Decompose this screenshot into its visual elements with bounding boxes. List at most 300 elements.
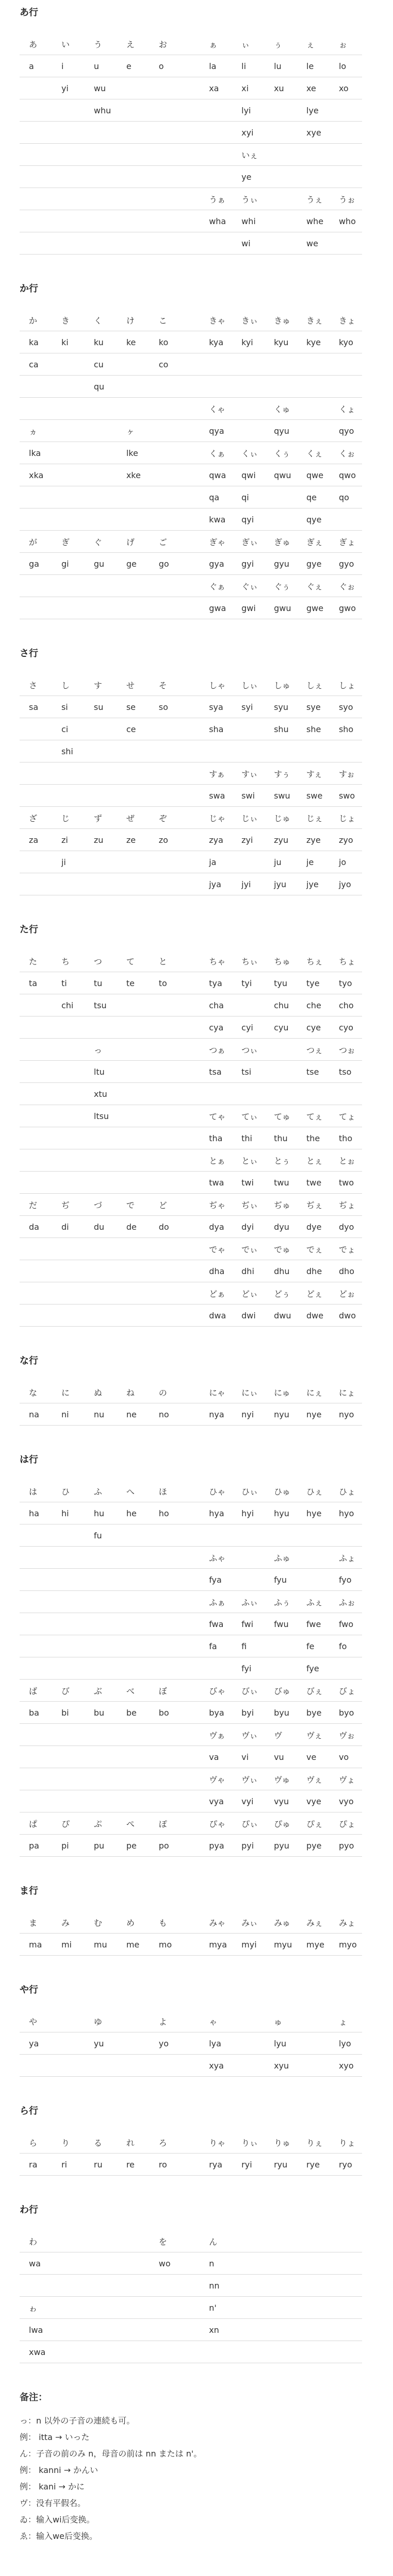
kana-cell: でゅ [265,1238,297,1260]
column-gap [182,785,200,807]
kana-cell: zyu [265,829,297,851]
kana-cell: bye [297,1702,330,1724]
kana-cell: shi [52,740,85,762]
column-gap [182,1480,200,1502]
kana-cell: do [150,1216,182,1238]
section-title: さ行 [20,648,38,659]
kana-cell: く [85,309,117,331]
kana-cell [52,232,85,255]
kana-cell [85,1547,117,1569]
column-gap [182,1403,200,1426]
kana-cell: byo [330,1702,362,1724]
kana-cell: な [20,1381,52,1403]
table-row [20,696,362,718]
kana-cell [85,398,117,420]
column-gap [182,1304,200,1327]
kana-cell [52,1282,85,1304]
column-gap [182,1911,200,1934]
kana-cell: きゃ [200,309,232,331]
kana-cell: qwu [265,464,297,486]
table-row [20,785,362,807]
kana-cell [150,1591,182,1613]
kana-cell: てぇ [297,1105,330,1127]
kana-cell: cha [200,994,232,1016]
table-row [20,1381,362,1403]
kana-cell [85,1260,117,1282]
kana-cell: tyo [330,972,362,994]
kana-cell [117,762,150,785]
kana-cell: qya [200,420,232,442]
kana-cell: ヴ [265,1724,297,1746]
kana-cell [20,762,52,785]
kana-cell [150,873,182,895]
kana-cell: ぅ [265,33,297,55]
kana-cell: ま [20,1911,52,1934]
kana-cell [150,232,182,255]
kana-cell [297,1083,330,1105]
kana-cell [85,1149,117,1172]
kana-cell [150,1127,182,1149]
section-1 [20,281,356,619]
kana-cell: qu [85,376,117,398]
kana-cell: とぁ [200,1149,232,1172]
kana-cell [117,1061,150,1083]
kana-cell: ki [52,331,85,353]
kana-cell: じょ [330,807,362,829]
column-gap [182,398,200,420]
kana-cell [150,1635,182,1657]
column-gap [182,851,200,873]
kana-cell [150,1746,182,1768]
kana-cell: xi [232,77,265,99]
kana-cell [150,575,182,597]
kana-cell [297,166,330,188]
kana-cell [117,353,150,376]
kana-cell [52,1657,85,1680]
kana-cell: ryi [232,2154,265,2176]
kana-cell [150,1282,182,1304]
kana-cell [232,1083,265,1105]
kana-cell: jya [200,873,232,895]
column-gap [182,1260,200,1282]
kana-cell [297,2319,330,2341]
kana-cell: kyi [232,331,265,353]
kana-cell: syi [232,696,265,718]
kana-cell: ya [20,2032,52,2055]
kana-cell: a [20,55,52,77]
kana-cell [232,2230,265,2252]
kana-cell: dyi [232,1216,265,1238]
kana-cell: two [330,1172,362,1194]
kana-cell: ね [117,1381,150,1403]
kana-cell: xyi [232,122,265,144]
table-row [20,309,362,331]
column-gap [182,2032,200,2055]
kana-cell: ku [85,331,117,353]
kana-cell: xka [20,464,52,486]
kana-cell: yu [85,2032,117,2055]
kana-cell [232,2252,265,2275]
kana-cell: ヴぇ [297,1724,330,1746]
kana-cell: じゃ [200,807,232,829]
column-gap [182,2297,200,2319]
table-row [20,1502,362,1524]
kana-cell: sye [297,696,330,718]
kana-cell: tu [85,972,117,994]
kana-cell: vu [265,1746,297,1768]
kana-cell: か [20,309,52,331]
kana-cell: tye [297,972,330,994]
kana-cell [265,1083,297,1105]
kana-cell: byi [232,1702,265,1724]
kana-cell: どぁ [200,1282,232,1304]
kana-cell: xe [297,77,330,99]
kana-cell: whu [85,99,117,122]
kana-cell [150,144,182,166]
kana-cell: hyo [330,1502,362,1524]
table-row [20,740,362,762]
table-row [20,55,362,77]
kana-cell [265,2319,297,2341]
kana-cell: てょ [330,1105,362,1127]
kana-cell [85,851,117,873]
kana-cell [150,785,182,807]
kana-cell: すぃ [232,762,265,785]
kana-cell [150,1016,182,1039]
kana-table [20,1480,362,1857]
kana-cell: ぢぇ [297,1194,330,1216]
table-row [20,2297,362,2319]
kana-cell [150,851,182,873]
kana-cell: ど [150,1194,182,1216]
section-5 [20,1452,355,1857]
kana-cell: vi [232,1746,265,1768]
kana-cell: tse [297,1061,330,1083]
kana-cell: みぇ [297,1911,330,1934]
kana-cell: くぇ [297,442,330,464]
kana-cell: zi [52,829,85,851]
kana-cell: じ [52,807,85,829]
kana-cell [85,1657,117,1680]
kana-cell: ge [117,553,150,575]
kana-cell: き [52,309,85,331]
kana-cell: qwo [330,464,362,486]
kana-cell [85,1282,117,1304]
kana-cell: ぢゅ [265,1194,297,1216]
kana-cell: yi [52,77,85,99]
kana-cell: でぃ [232,1238,265,1260]
kana-cell: so [150,696,182,718]
kana-cell [52,1105,85,1127]
kana-cell [85,442,117,464]
column-gap [182,740,200,762]
kana-cell: にゅ [265,1381,297,1403]
table-row [20,597,362,619]
kana-cell [117,1304,150,1327]
kana-cell [150,99,182,122]
kana-cell [117,1768,150,1790]
kana-cell [150,2297,182,2319]
table-row [20,972,362,994]
kana-cell [117,2055,150,2077]
kana-cell: pyo [330,1835,362,1857]
table-row [20,33,362,55]
table-row [20,807,362,829]
kana-cell: ぷ [85,1812,117,1835]
kana-cell: qyi [232,509,265,531]
kana-cell: ぢゃ [200,1194,232,1216]
kana-cell: qwe [297,464,330,486]
kana-cell [265,2230,297,2252]
kana-cell: vyu [265,1790,297,1812]
table-row [20,1194,362,1216]
kana-cell: ヴゃ [200,1768,232,1790]
kana-cell [265,486,297,509]
kana-table [20,674,362,895]
column-gap [182,696,200,718]
kana-cell [265,353,297,376]
column-gap [182,807,200,829]
kana-cell [85,1591,117,1613]
column-gap [182,1569,200,1591]
kana-cell: dwe [297,1304,330,1327]
column-gap [182,1216,200,1238]
column-gap [182,331,200,353]
kana-cell: fwe [297,1613,330,1635]
kana-cell [117,1083,150,1105]
kana-cell: gwu [265,597,297,619]
table-row [20,2319,362,2341]
column-gap [182,2131,200,2154]
kana-cell: rya [200,2154,232,2176]
kana-cell: ze [117,829,150,851]
table-row [20,1216,362,1238]
kana-cell: zyo [330,829,362,851]
kana-cell: ka [20,331,52,353]
table-row [20,232,362,255]
kana-cell [52,1127,85,1149]
kana-cell: ha [20,1502,52,1524]
kana-cell [150,210,182,232]
kana-cell [52,188,85,210]
kana-cell [85,2055,117,2077]
kana-cell [330,2341,362,2363]
kana-cell [117,2230,150,2252]
kana-cell: pyi [232,1835,265,1857]
kana-cell: どぃ [232,1282,265,1304]
kana-cell: ヴょ [330,1768,362,1790]
kana-cell [330,166,362,188]
kana-cell [265,232,297,255]
kana-cell: しゅ [265,674,297,696]
kana-cell [117,575,150,597]
kana-cell: てゅ [265,1105,297,1127]
kana-cell: っ [85,1039,117,1061]
kana-cell: xke [117,464,150,486]
kana-cell [265,122,297,144]
column-gap [182,873,200,895]
kana-cell: gyi [232,553,265,575]
kana-cell: n' [200,2297,232,2319]
kana-cell: ぇ [297,33,330,55]
section-title: ま行 [20,1886,38,1896]
kana-cell: ho [150,1502,182,1524]
kana-cell: ろ [150,2131,182,2154]
kana-cell: にょ [330,1381,362,1403]
kana-cell: vyo [330,1790,362,1812]
kana-cell [52,1238,85,1260]
kana-cell: fwu [265,1613,297,1635]
column-gap [182,2154,200,2176]
table-row [20,1403,362,1426]
kana-cell [52,575,85,597]
kana-cell [117,486,150,509]
kana-cell [265,1039,297,1061]
kana-cell: とぇ [297,1149,330,1172]
kana-cell: nyu [265,1403,297,1426]
kana-cell [20,1061,52,1083]
kana-cell [297,2297,330,2319]
note-line: ヴ：没有平假名。 [20,2498,86,2508]
kana-cell: twa [200,1172,232,1194]
table-row [20,1835,362,1857]
kana-cell: swi [232,785,265,807]
kana-cell: fyi [232,1657,265,1680]
kana-cell: みゃ [200,1911,232,1934]
table-row [20,1790,362,1812]
kana-cell [265,1657,297,1680]
kana-cell: きぇ [297,309,330,331]
kana-cell: すぉ [330,762,362,785]
kana-cell: ぐぉ [330,575,362,597]
kana-cell [52,1149,85,1172]
table-row [20,718,362,740]
kana-cell [297,353,330,376]
kana-cell: gwi [232,597,265,619]
kana-cell: くゅ [265,398,297,420]
kana-cell: lyu [265,2032,297,2055]
kana-cell [85,873,117,895]
kana-cell: we [297,232,330,255]
table-row [20,1149,362,1172]
kana-cell: gyo [330,553,362,575]
column-gap [182,1680,200,1702]
kana-cell: jye [297,873,330,895]
kana-cell: ぎぇ [297,531,330,553]
kana-cell: に [52,1381,85,1403]
kana-cell: お [150,33,182,55]
kana-cell [85,575,117,597]
kana-cell: ヴぃ [232,1724,265,1746]
kana-cell: hya [200,1502,232,1524]
kana-cell: つ [85,950,117,972]
kana-cell [150,2319,182,2341]
kana-cell: jyo [330,873,362,895]
kana-cell [117,99,150,122]
kana-cell [20,1635,52,1657]
table-row [20,464,362,486]
kana-cell: ご [150,531,182,553]
kana-cell: つぃ [232,1039,265,1061]
kana-cell [232,2010,265,2032]
kana-cell: し [52,674,85,696]
kana-cell [20,2275,52,2297]
kana-cell: dyo [330,1216,362,1238]
kana-cell [20,232,52,255]
column-gap [182,1635,200,1657]
kana-table [20,1381,362,1426]
kana-cell: ぃ [232,33,265,55]
kana-cell: ko [150,331,182,353]
kana-cell: ひ [52,1480,85,1502]
kana-cell [85,1016,117,1039]
column-gap [182,1812,200,1835]
column-gap [182,553,200,575]
kana-cell [20,99,52,122]
kana-cell: wi [232,232,265,255]
kana-cell [52,353,85,376]
table-row [20,2154,362,2176]
kana-cell: ryu [265,2154,297,2176]
column-gap [182,1702,200,1724]
kana-cell [297,144,330,166]
kana-cell: the [297,1127,330,1149]
kana-cell: tho [330,1127,362,1149]
kana-cell [85,1635,117,1657]
kana-cell [265,2297,297,2319]
kana-cell: yo [150,2032,182,2055]
kana-cell: が [20,531,52,553]
kana-cell [200,144,232,166]
kana-cell: あ [20,33,52,55]
kana-cell [52,873,85,895]
kana-cell: dyu [265,1216,297,1238]
kana-cell: ltu [85,1061,117,1083]
kana-cell: りょ [330,2131,362,2154]
kana-cell [117,1105,150,1127]
kana-cell: du [85,1216,117,1238]
table-row [20,950,362,972]
kana-cell [150,762,182,785]
kana-cell [150,1768,182,1790]
kana-cell [297,2010,330,2032]
kana-cell: fwi [232,1613,265,1635]
column-gap [182,1724,200,1746]
kana-cell [52,1635,85,1657]
kana-cell [117,1657,150,1680]
kana-cell [52,486,85,509]
kana-cell: who [330,210,362,232]
kana-cell [117,1260,150,1282]
kana-cell: わ [20,2230,52,2252]
kana-cell: ふぇ [297,1591,330,1613]
kana-cell [52,2252,85,2275]
kana-cell: うぉ [330,188,362,210]
kana-cell [330,2319,362,2341]
column-gap [182,2055,200,2077]
kana-cell: ちゃ [200,950,232,972]
kana-cell: ぢ [52,1194,85,1216]
kana-cell: vyi [232,1790,265,1812]
kana-cell [232,2032,265,2055]
column-gap [182,1746,200,1768]
kana-cell [20,718,52,740]
kana-cell [20,1083,52,1105]
kana-cell [150,486,182,509]
kana-cell [297,2055,330,2077]
kana-cell: fa [200,1635,232,1657]
note-line: っ：n 以外の子音の連続も可。 [20,2416,135,2426]
